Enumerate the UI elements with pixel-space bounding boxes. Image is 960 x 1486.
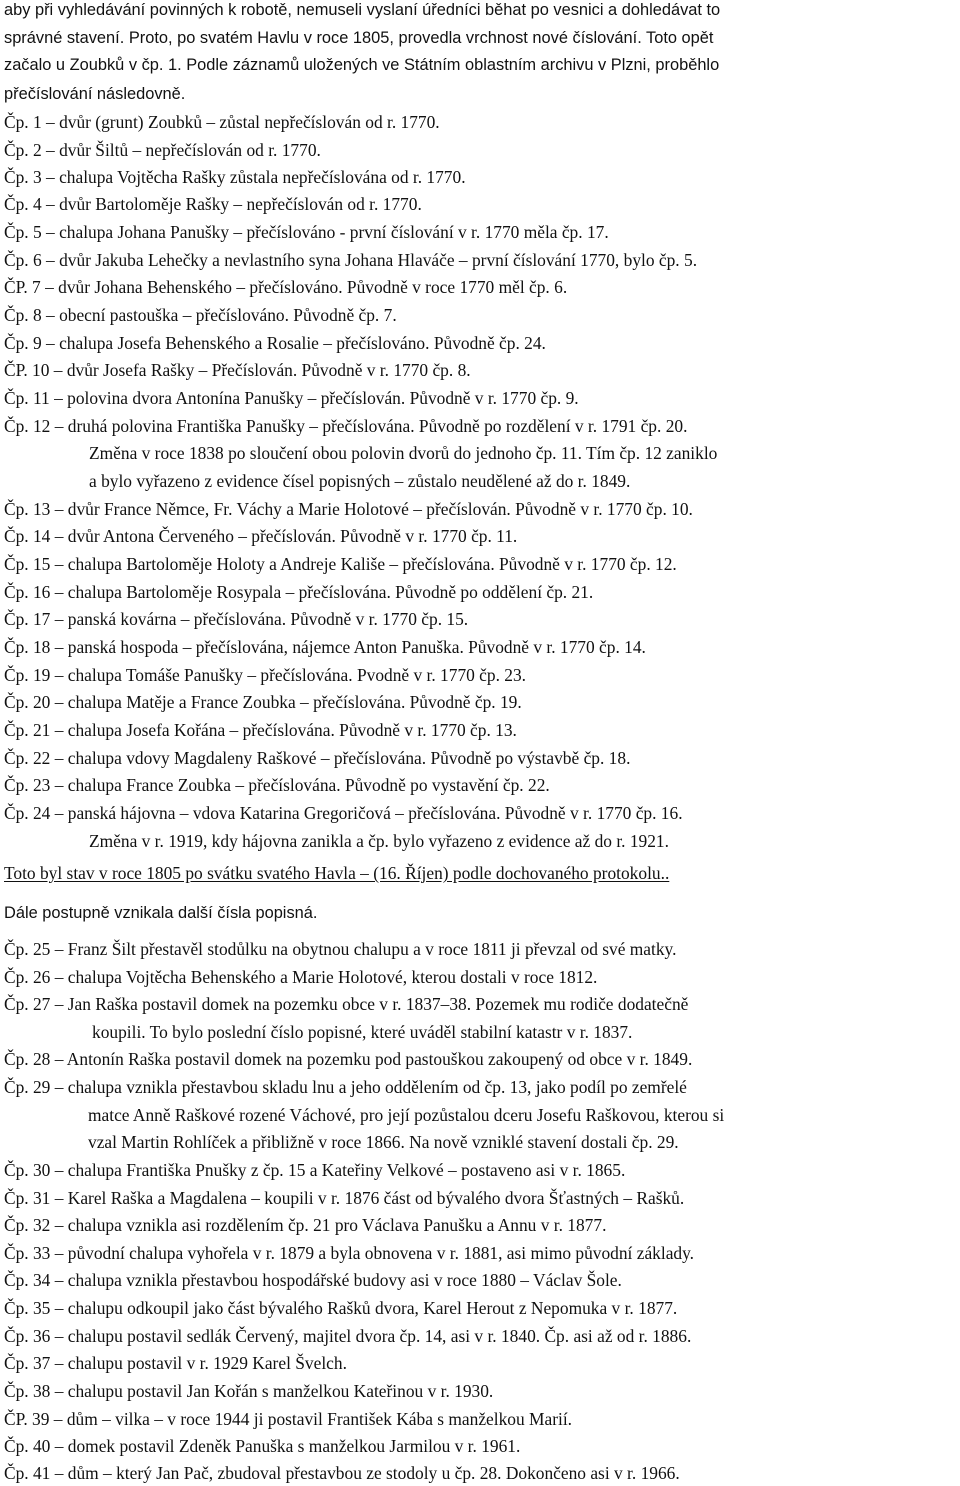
intro-line: aby při vyhledávání povinných k robotě, nemuseli vyslaní úředníci běhat po vesnici a dohledávat to (4, 1, 721, 19)
list-item: Čp. 31 – Karel Raška a Magdalena – koupili v r. 1876 část od bývalého dvora Šťastných – Rašků. (4, 1188, 685, 1208)
list-item: ČP. 7 – dvůr Johana Behenského – přečíslováno. Původně v roce 1770 měl čp. 6. (4, 277, 568, 297)
list-item: Čp. 17 – panská kovárna – přečíslována. Původně v r. 1770 čp. 15. (4, 609, 469, 629)
list-item: Čp. 8 – obecní pastouška – přečíslováno. Původně čp. 7. (4, 305, 397, 325)
list-item: Čp. 12 – druhá polovina Františka Panušky – přečíslována. Původně po rozdělení v r. 1791 čp. 20. (4, 416, 688, 436)
list-item: Čp. 9 – chalupa Josefa Behenského a Rosalie – přečíslováno. Původně čp. 24. (4, 333, 546, 353)
list-item: Čp. 18 – panská hospoda – přečíslována, nájemce Anton Panuška. Původně v r. 1770 čp. 14. (4, 637, 646, 657)
list-item: Čp. 23 – chalupa France Zoubka – přečíslována. Původně po vystavění čp. 22. (4, 775, 550, 795)
list-item: Čp. 24 – panská hájovna – vdova Katarina Gregoričová – přečíslována. Původně v r. 1770 čp. 16. (4, 803, 683, 823)
list-item: Čp. 40 – domek postavil Zdeněk Panuška s manželkou Jarmilou v r. 1961. (4, 1436, 521, 1456)
list-item: Čp. 37 – chalupu postavil v r. 1929 Karel Švelch. (4, 1353, 347, 1373)
list-item: Čp. 35 – chalupu odkoupil jako část bývalého Rašků dvora, Karel Herout z Nepomuka v r. 1877. (4, 1298, 678, 1318)
list-item: Čp. 1 – dvůr (grunt) Zoubků – zůstal nepřečíslován od r. 1770. (4, 112, 440, 132)
intro-line: začalo u Zoubků v čp. 1. Podle záznamů uložených ve Státním oblastním archivu v Plzni, proběhlo (4, 56, 720, 74)
list-item: Čp. 5 – chalupa Johana Panušky – přečíslováno - první číslování v r. 1770 měla čp. 17. (4, 222, 609, 242)
list-item: Čp. 29 – chalupa vznikla přestavbou skladu lnu a jeho oddělením od čp. 13, jako podíl po zemřelé (4, 1077, 687, 1097)
list-item: Čp. 22 – chalupa vdovy Magdaleny Raškové – přečíslována. Původně po výstavbě čp. 18. (4, 748, 631, 768)
list-item: Čp. 41 – dům – který Jan Pač, zbudoval přestavbou ze stodoly u čp. 28. Dokončeno asi v r. 1966. (4, 1463, 680, 1483)
list-item-continuation: a bylo vyřazeno z evidence čísel popisných – zůstalo neudělené až do r. 1849. (89, 471, 631, 491)
summary-line: Toto byl stav v roce 1805 po svátku svatého Havla – (16. Říjen) podle dochovaného protokolu.. (4, 863, 670, 883)
list-item: Čp. 26 – chalupa Vojtěcha Behenského a Marie Holotové, kterou dostali v roce 1812. (4, 967, 598, 987)
list-item: ČP. 10 – dvůr Josefa Rašky – Přečíslován. Původně v r. 1770 čp. 8. (4, 360, 471, 380)
list-item: Čp. 2 – dvůr Šiltů – nepřečíslován od r. 1770. (4, 140, 321, 160)
list-item: ČP. 39 – dům – vilka – v roce 1944 ji postavil František Kába s manželkou Marií. (4, 1409, 573, 1429)
list-item: Čp. 30 – chalupa Františka Pnušky z čp. 15 a Kateřiny Velkové – postaveno asi v r. 1865. (4, 1160, 626, 1180)
section-intro: Dále postupně vznikala další čísla popisná. (4, 904, 318, 922)
list-item-continuation: koupili. To bylo poslední číslo popisné, které uváděl stabilní katastr v r. 1837. (92, 1022, 633, 1042)
list-item: Čp. 20 – chalupa Matěje a France Zoubka – přečíslována. Původně čp. 19. (4, 692, 522, 712)
list-item: Čp. 36 – chalupu postavil sedlák Červený, majitel dvora čp. 14, asi v r. 1840. Čp. asi až od r. 1886. (4, 1326, 692, 1346)
list-item-continuation: Změna v roce 1838 po sloučení obou polovin dvorů do jednoho čp. 11. Tím čp. 12 zaniklo (89, 443, 718, 463)
list-item: Čp. 25 – Franz Šilt přestavěl stodůlku na obytnou chalupu a v roce 1811 ji převzal od své matky. (4, 939, 677, 959)
list-item: Čp. 27 – Jan Raška postavil domek na pozemku obce v r. 1837–38. Pozemek mu rodiče dodatečně (4, 994, 689, 1014)
list-item: Čp. 34 – chalupa vznikla přestavbou hospodářské budovy asi v roce 1880 – Václav Šole. (4, 1270, 622, 1290)
list-item-continuation: vzal Martin Rohlíček a přibližně v roce 1866. Na nově vzniklé stavení dostali čp. 29. (88, 1132, 679, 1152)
list-item: Čp. 11 – polovina dvora Antonína Panušky – přečíslován. Původně v r. 1770 čp. 9. (4, 388, 579, 408)
list-item: Čp. 38 – chalupu postavil Jan Kořán s manželkou Kateřinou v r. 1930. (4, 1381, 494, 1401)
list-item-continuation: matce Anně Raškové rozené Váchové, pro její pozůstalou dceru Josefu Raškovou, kterou si (88, 1105, 725, 1125)
list-item: Čp. 28 – Antonín Raška postavil domek na pozemku pod pastouškou zakoupený od obce v r. 1849. (4, 1049, 693, 1069)
list-item-continuation: Změna v r. 1919, kdy hájovna zanikla a čp. bylo vyřazeno z evidence až do r. 1921. (89, 831, 669, 851)
list-item: Čp. 16 – chalupa Bartoloměje Rosypala – přečíslována. Původně po oddělení čp. 21. (4, 582, 594, 602)
list-item: Čp. 14 – dvůr Antona Červeného – přečíslován. Původně v r. 1770 čp. 11. (4, 526, 518, 546)
list-item: Čp. 19 – chalupa Tomáše Panušky – přečíslována. Pvodně v r. 1770 čp. 23. (4, 665, 527, 685)
list-item: Čp. 6 – dvůr Jakuba Lehečky a nevlastního syna Johana Hlaváče – první číslování 1770, bylo čp. 5. (4, 250, 698, 270)
intro-line: přečíslování následovně. (4, 85, 186, 103)
list-item: Čp. 3 – chalupa Vojtěcha Rašky zůstala nepřečíslována od r. 1770. (4, 167, 466, 187)
list-item: Čp. 15 – chalupa Bartoloměje Holoty a Andreje Kališe – přečíslována. Původně v r. 1770 čp. 12. (4, 554, 677, 574)
list-item: Čp. 4 – dvůr Bartoloměje Rašky – nepřečíslován od r. 1770. (4, 194, 422, 214)
list-item: Čp. 13 – dvůr France Němce, Fr. Váchy a Marie Holotové – přečíslován. Původně v r. 1770 čp. 10. (4, 499, 693, 519)
intro-line: správné stavení. Proto, po svatém Havlu v roce 1805, provedla vrchnost nové číslování. Toto opět (4, 29, 714, 47)
list-item: Čp. 33 – původní chalupa vyhořela v r. 1879 a byla obnovena v r. 1881, asi mimo původní základy. (4, 1243, 695, 1263)
list-item: Čp. 21 – chalupa Josefa Kořána – přečíslována. Původně v r. 1770 čp. 13. (4, 720, 517, 740)
list-item: Čp. 32 – chalupa vznikla asi rozdělením čp. 21 pro Václava Panušku a Annu v r. 1877. (4, 1215, 607, 1235)
